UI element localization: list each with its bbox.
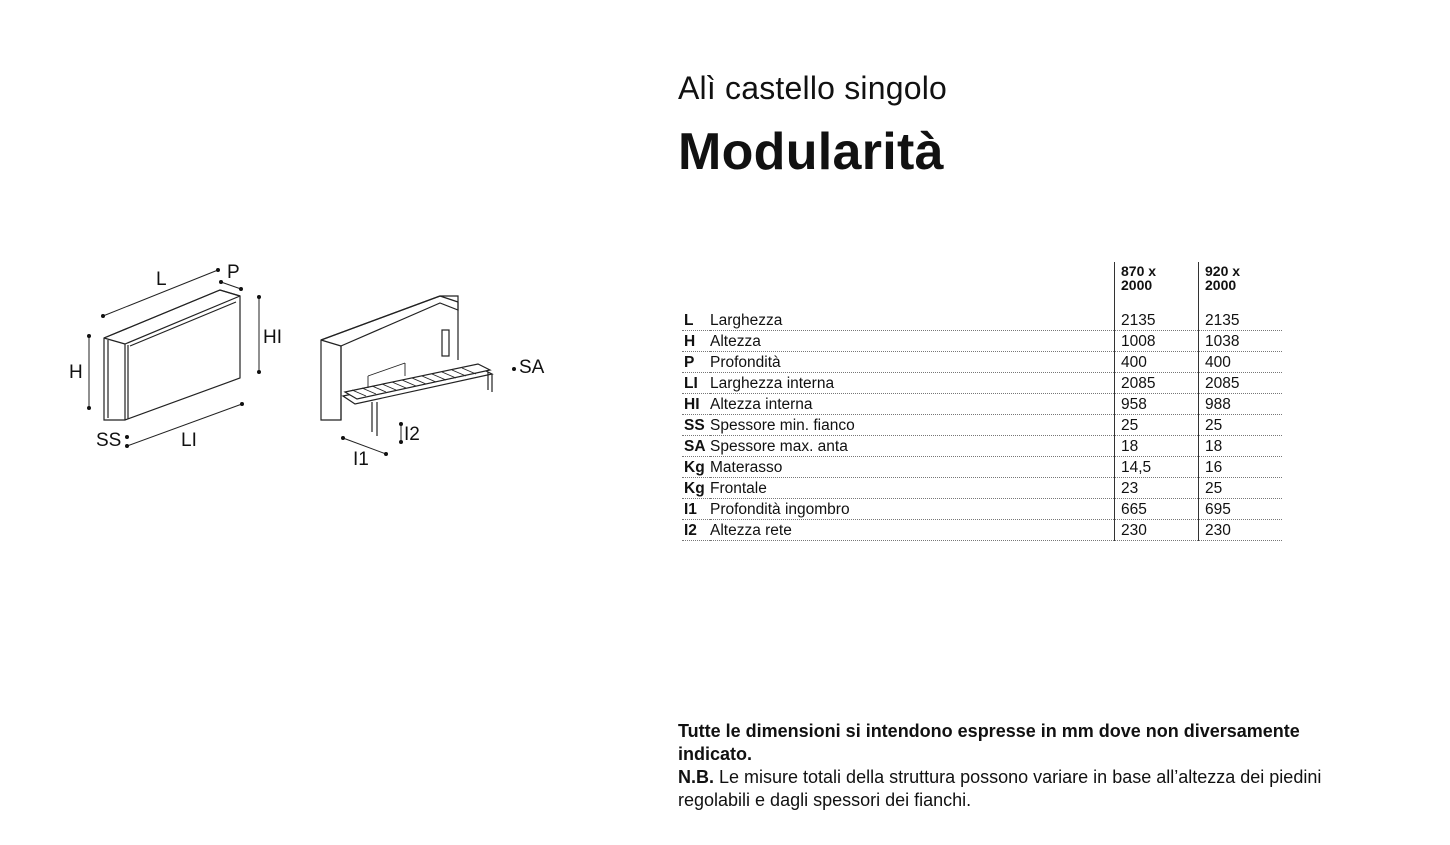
row-label: Altezza rete (710, 520, 1115, 541)
row-code: I1 (682, 499, 710, 520)
row-value-920: 400 (1199, 352, 1283, 373)
row-value-870: 230 (1115, 520, 1199, 541)
row-label: Altezza (710, 331, 1115, 352)
table-header-row (682, 262, 1282, 310)
row-value-920: 695 (1199, 499, 1283, 520)
table-row (682, 310, 1282, 331)
row-value-870: 25 (1115, 415, 1199, 436)
row-value-870: 2135 (1115, 310, 1199, 331)
row-label: Frontale (710, 478, 1115, 499)
dimension-diagram (0, 0, 600, 500)
row-code: P (682, 352, 710, 373)
row-label: Altezza interna (710, 394, 1115, 415)
row-value-920: 988 (1199, 394, 1283, 415)
label-I2: I2 (404, 424, 420, 445)
table-row (682, 415, 1282, 436)
label-SS: SS (96, 430, 122, 451)
table-row (682, 394, 1282, 415)
table-row (682, 499, 1282, 520)
row-label: Larghezza interna (710, 373, 1115, 394)
row-label: Spessore max. anta (710, 436, 1115, 457)
column-header-870: 870 x 2000 (1115, 262, 1199, 310)
dimensions-table (682, 262, 1282, 541)
nb-text: Le misure totali della struttura possono variare in base all’altezza dei piedini regolabili e dagli spessori dei fianchi. (678, 767, 1322, 810)
product-subtitle: Alì castello singolo (678, 70, 948, 106)
row-value-870: 958 (1115, 394, 1199, 415)
table-row (682, 478, 1282, 499)
row-code: I2 (682, 520, 710, 541)
row-value-870: 18 (1115, 436, 1199, 457)
row-value-920: 2135 (1199, 310, 1283, 331)
row-code: LI (682, 373, 710, 394)
column-header-920: 920 x 2000 (1199, 262, 1283, 310)
row-value-870: 14,5 (1115, 457, 1199, 478)
row-value-920: 25 (1199, 415, 1283, 436)
row-value-870: 2085 (1115, 373, 1199, 394)
row-value-870: 1008 (1115, 331, 1199, 352)
notes-nb (678, 766, 1348, 812)
row-label: Spessore min. fianco (710, 415, 1115, 436)
label-HI: HI (263, 327, 282, 348)
row-value-920: 2085 (1199, 373, 1283, 394)
page-title: Modularità (678, 123, 944, 181)
closed-cabinet-drawing (89, 270, 259, 446)
table-row (682, 520, 1282, 541)
row-value-920: 25 (1199, 478, 1283, 499)
row-code: L (682, 310, 710, 331)
row-code: SA (682, 436, 710, 457)
table-row (682, 373, 1282, 394)
row-code: SS (682, 415, 710, 436)
nb-label: N.B. (678, 767, 714, 787)
label-P: P (227, 262, 240, 283)
row-label: Profondità (710, 352, 1115, 373)
row-code: H (682, 331, 710, 352)
table-row (682, 331, 1282, 352)
row-value-870: 665 (1115, 499, 1199, 520)
row-value-920: 16 (1199, 457, 1283, 478)
table-row (682, 352, 1282, 373)
row-label: Larghezza (710, 310, 1115, 331)
label-SA: SA (519, 357, 545, 378)
notes (678, 720, 1348, 812)
row-value-870: 400 (1115, 352, 1199, 373)
label-I1: I1 (353, 449, 369, 470)
row-code: Kg (682, 457, 710, 478)
row-code: HI (682, 394, 710, 415)
row-label: Materasso (710, 457, 1115, 478)
row-value-870: 23 (1115, 478, 1199, 499)
row-value-920: 18 (1199, 436, 1283, 457)
table-row (682, 457, 1282, 478)
label-LI: LI (181, 430, 197, 451)
row-label: Profondità ingombro (710, 499, 1115, 520)
label-L: L (156, 269, 167, 290)
row-value-920: 230 (1199, 520, 1283, 541)
row-code: Kg (682, 478, 710, 499)
label-H: H (69, 362, 83, 383)
table-row (682, 436, 1282, 457)
row-value-920: 1038 (1199, 331, 1283, 352)
notes-units: Tutte le dimensioni si intendono espresse in mm dove non diversamente indicato. (678, 721, 1300, 764)
